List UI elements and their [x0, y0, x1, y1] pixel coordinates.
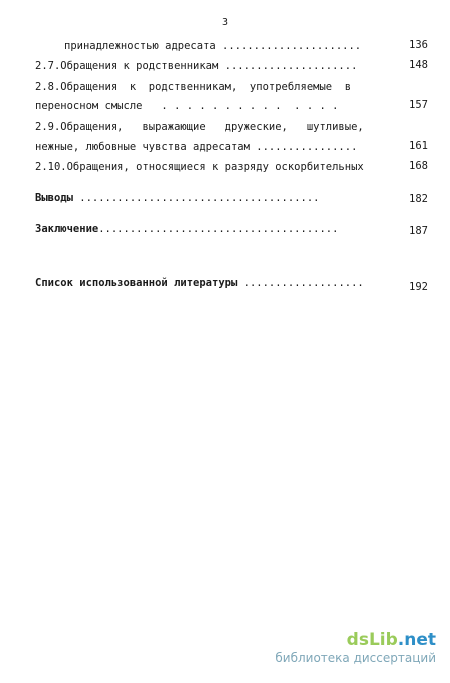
toc-line: 2.9.Обращения, выражающие дружеские, шутливые, — [35, 121, 364, 133]
section-dots: ................... — [237, 277, 364, 289]
page-number: 3 — [221, 17, 229, 28]
watermark — [275, 630, 436, 665]
toc-line: 2.7.Обращения к родственникам ..................... — [35, 60, 358, 72]
toc-page: 136 — [409, 39, 428, 51]
section-page: 187 — [409, 225, 428, 237]
section-line — [35, 222, 338, 236]
watermark-logo — [275, 630, 436, 650]
toc-page: 168 — [409, 160, 428, 172]
toc-page: 148 — [409, 59, 428, 71]
section-dots: ...................................... — [98, 223, 339, 235]
toc-page: 161 — [409, 140, 428, 152]
section-line — [35, 276, 364, 290]
toc-line: нежные, любовные чувства адресатам ................ — [35, 141, 358, 153]
section-title: Выводы — [35, 192, 73, 204]
section-line — [35, 191, 319, 205]
section-dots: ...................................... — [72, 192, 320, 204]
toc-line: переносном смысле . . . . . . . . . . . . . . — [35, 100, 339, 112]
watermark-subtitle: библиотека диссертаций — [275, 651, 436, 665]
section-title: Список использованной литературы — [35, 277, 238, 289]
toc-line: принадлежностью адресата ...................... — [64, 40, 362, 52]
section-title: Заключение — [35, 223, 99, 235]
watermark-brand-a: dsLib — [346, 630, 398, 650]
watermark-brand-b: .net — [397, 630, 436, 650]
section-page: 192 — [409, 281, 428, 293]
toc-page: 157 — [409, 99, 428, 111]
section-page: 182 — [409, 193, 428, 205]
toc-line: 2.8.Обращения к родственникам, употребляемые в — [35, 81, 352, 93]
toc-line: 2.10.Обращения, относящиеся к разряду оскорбительных — [35, 161, 364, 173]
